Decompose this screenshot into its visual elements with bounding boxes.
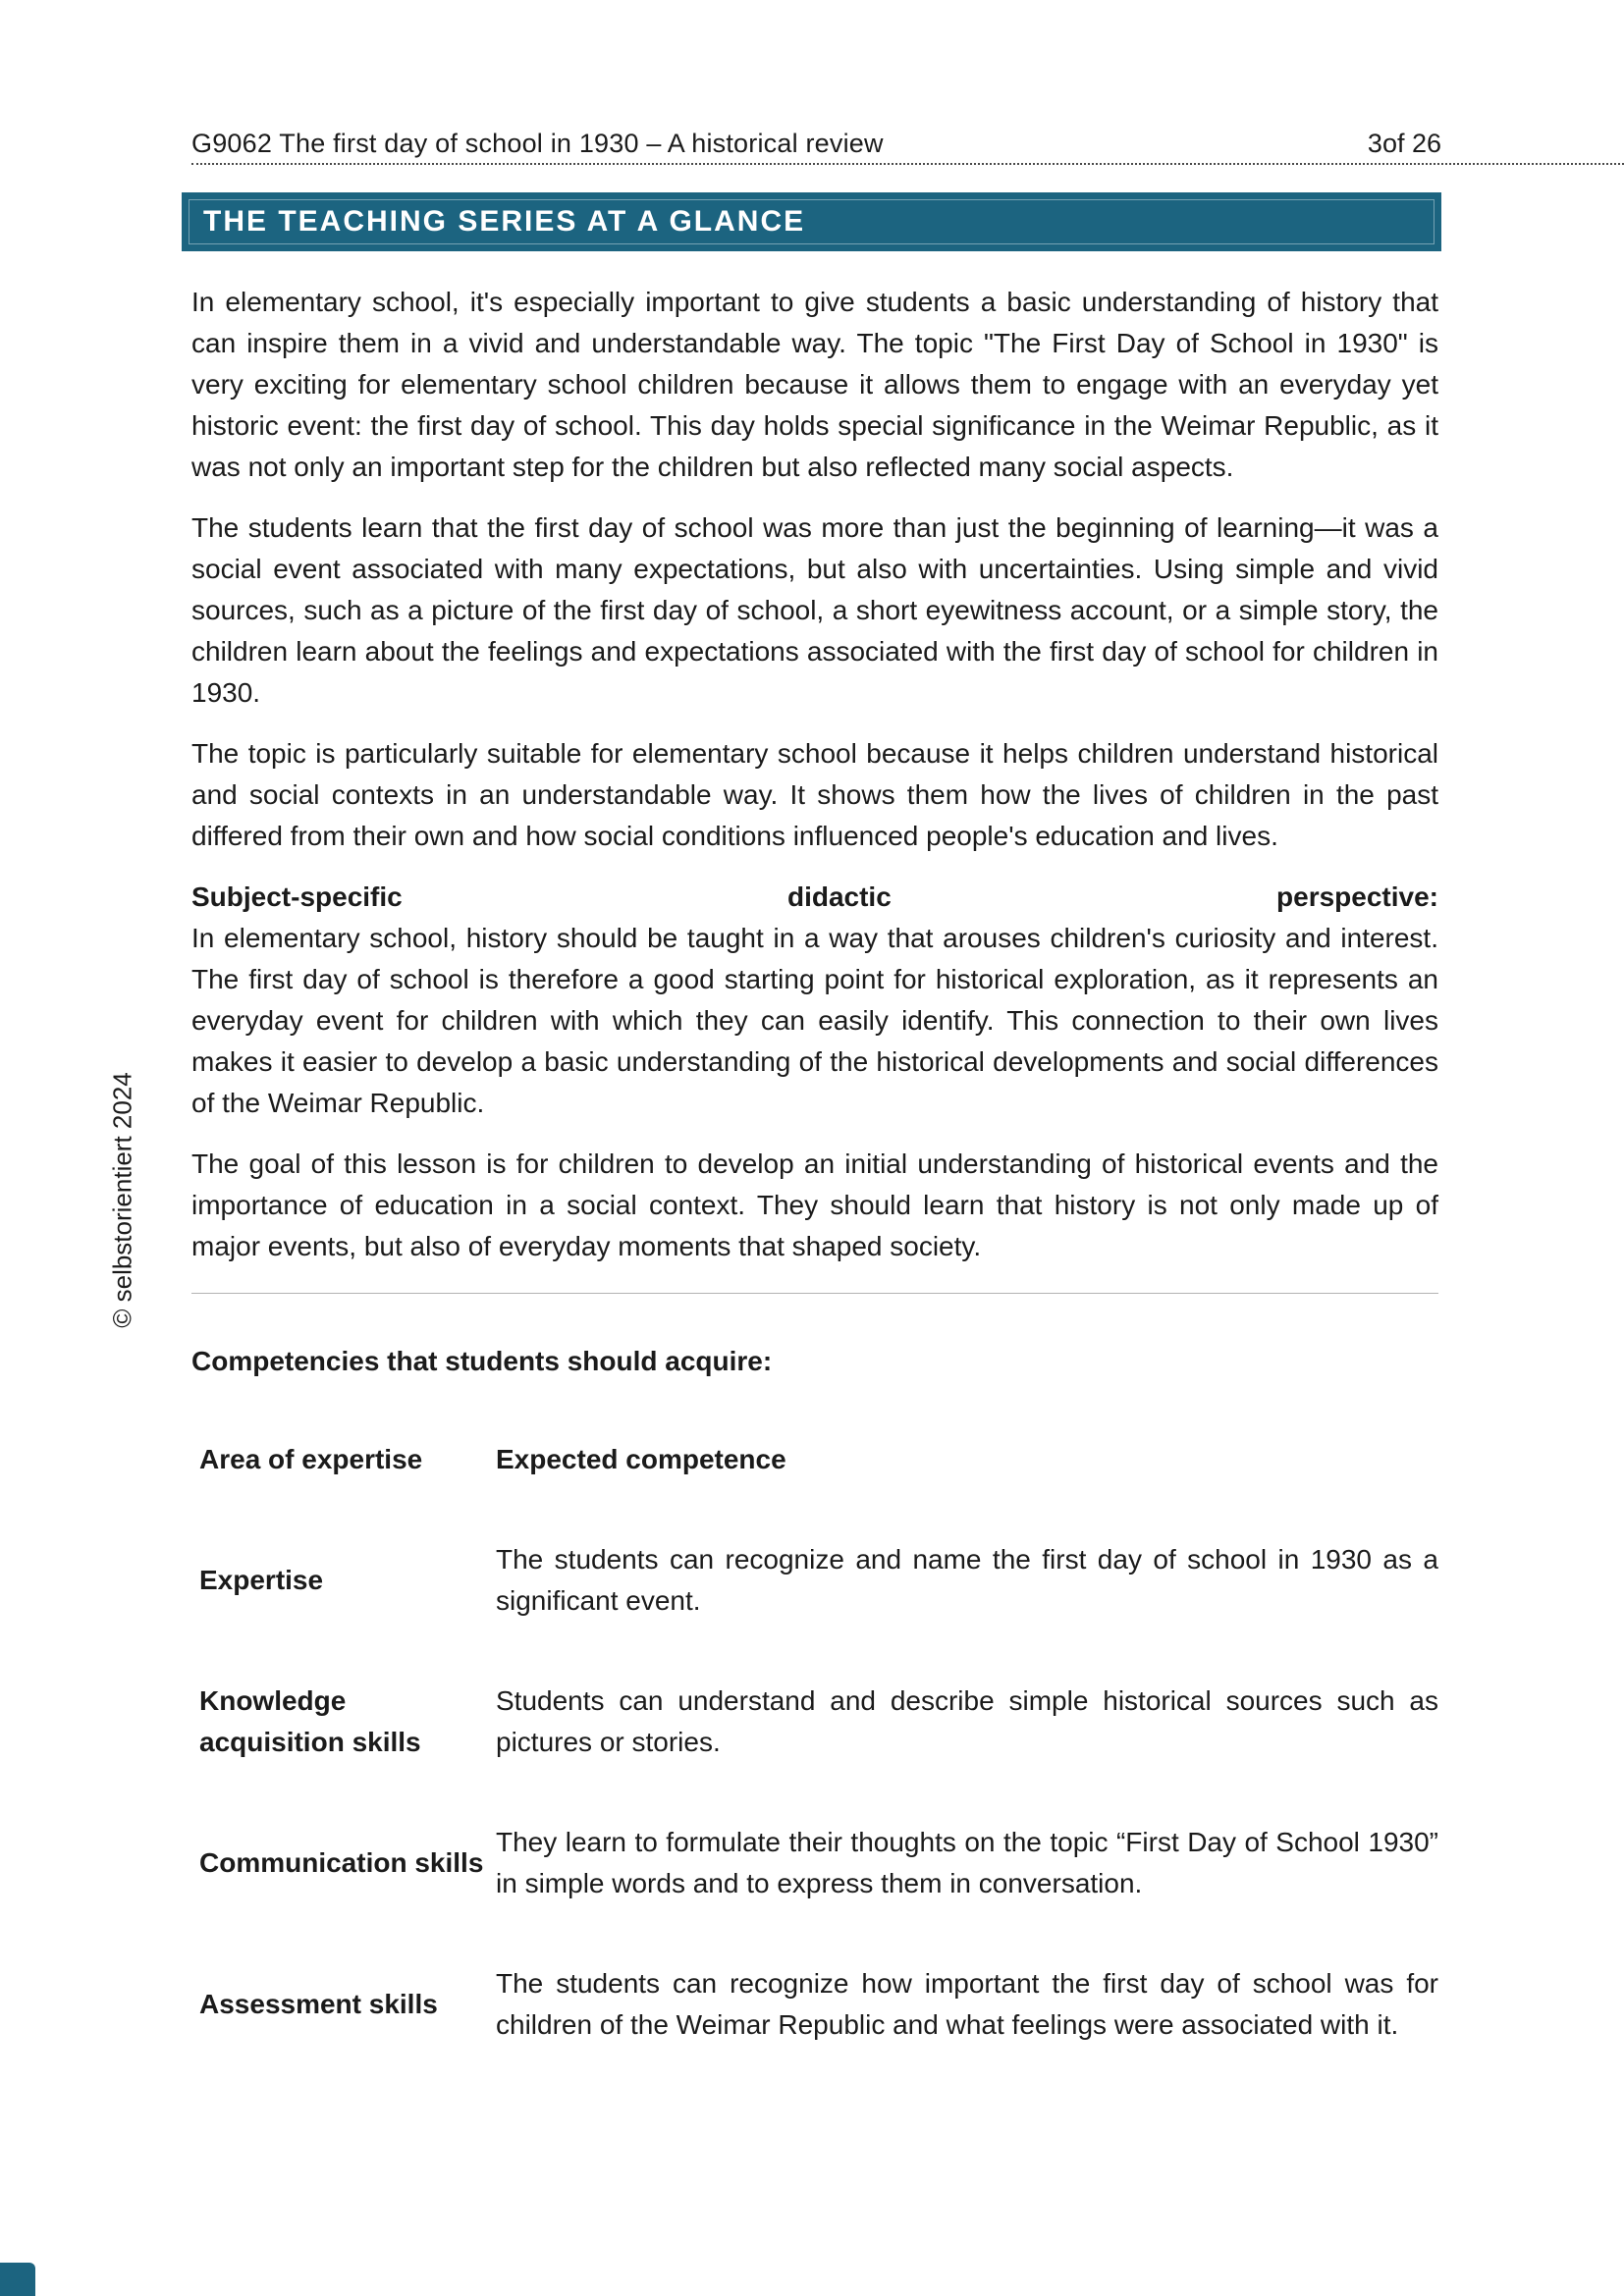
intro-paragraph: In elementary school, it's especially important to give students a basic understanding of history that can inspire them in a vivid and understandable way. The topic "The First Day of School in 1930" is very exciting for elementary school children because it allows them to engage with an everyday yet historic event: the first day of school. This day holds special significance in the Weimar Republic, as it was not only an important step for the children but also reflected many social aspects.: [191, 287, 1438, 482]
section-divider: [191, 1293, 1438, 1294]
table-row-assessment-label: Assessment skills: [199, 1989, 438, 2019]
competencies-heading: Competencies that students should acquire:: [191, 1346, 773, 1376]
didactic-heading-word: Subject-specific: [191, 881, 403, 912]
corner-accent-mark: [0, 2263, 35, 2296]
main-content: [191, 282, 1438, 2046]
document-title: G9062 The first day of school in 1930 – A historical review: [191, 129, 884, 158]
table-row-knowledge-value: Students can understand and describe simple historical sources such as pictures or stories.: [496, 1685, 1438, 1757]
goal-paragraph: The goal of this lesson is for children to develop an initial understanding of historical events and the importance of education in a social context. They should learn that history is not only made up of major events, but also of everyday moments that shaped society.: [191, 1148, 1438, 1261]
table-row-expertise-label: Expertise: [199, 1565, 324, 1595]
table-header-area: Area of expertise: [199, 1444, 423, 1474]
table-row-communication-label: Communication skills: [199, 1847, 484, 1878]
table-header-competence: Expected competence: [496, 1444, 786, 1474]
didactic-paragraph: In elementary school, history should be taught in a way that arouses children's curiosity and interest. The first day of school is therefore a good starting point for historical exploration, as it represents an everyday event for children with which they can easily identify. This connection to their own lives makes it easier to develop a basic understanding of the historical developments and social differences of the Weimar Republic.: [191, 923, 1438, 1118]
table-row-communication-value: They learn to formulate their thoughts on the topic “First Day of School 1930” in simple words and to express them in conversation.: [496, 1827, 1438, 1898]
students-learn-paragraph: The students learn that the first day of school was more than just the beginning of learning—it was a social event associated with many expectations, but also with uncertainties. Using simple and vivid sources, such as a picture of the first day of school, a short eyewitness account, or a simple story, the children learn about the feelings and expectations associated with the first day of school for children in 1930.: [191, 512, 1438, 708]
table-row-assessment-value: The students can recognize how important the first day of school was for children of the Weimar Republic and what feelings were associated with it.: [496, 1968, 1438, 2040]
page-header: [191, 116, 1624, 165]
didactic-perspective-heading: [191, 877, 1438, 918]
copyright-watermark: © selbstorientiert 2024: [107, 1072, 137, 1328]
didactic-heading-word: perspective:: [1276, 881, 1438, 912]
didactic-heading-word: didactic: [786, 881, 892, 912]
section-title: THE TEACHING SERIES AT A GLANCE: [203, 205, 806, 238]
page-number: 3of 26: [1367, 129, 1441, 158]
table-row-knowledge-label: Knowledge acquisition skills: [199, 1685, 421, 1757]
table-row-expertise-value: The students can recognize and name the first day of school in 1930 as a significant event.: [496, 1544, 1438, 1616]
section-title-bar: [182, 192, 1441, 251]
topic-suitable-paragraph: The topic is particularly suitable for elementary school because it helps children understand historical and social contexts in an understandable way. It shows them how the lives of children in the past differed from their own and how social conditions influenced people's education and lives.: [191, 738, 1438, 851]
competencies-table: [191, 1439, 1438, 2046]
